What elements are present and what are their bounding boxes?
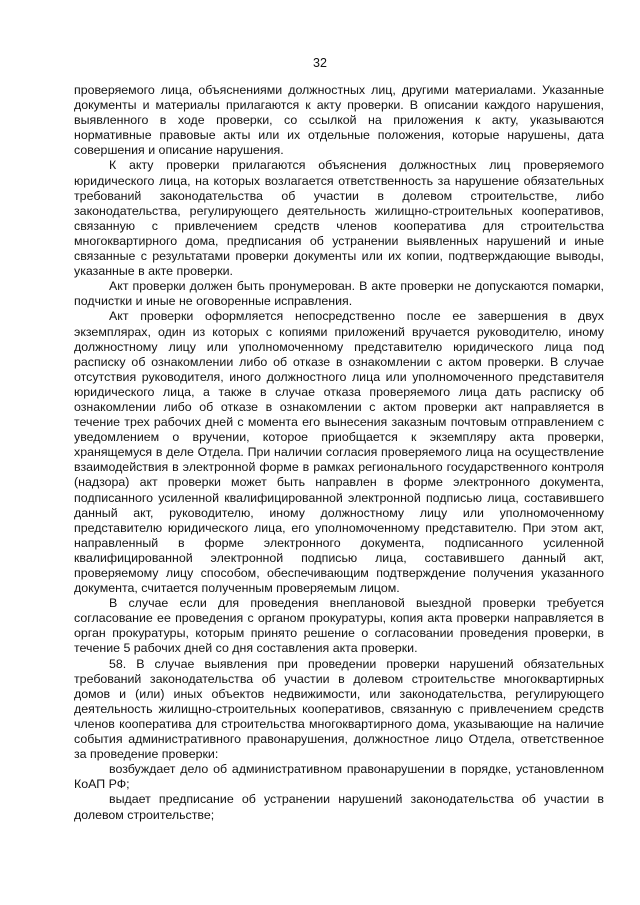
- paragraph-item-58: 58. В случае выявления при проведении проверки нарушений обязательных требований законодательства об участии в долевом строительстве многоквартирных домов и (или) иных объектов недвижимости, или законодательства, регулирующего деятельность жилищно-строительных кооперативов, связанную с привлечением средств членов кооператива для строительства многоквартирного дома, указывающие на наличие события административного правонарушения, должностное лицо Отдела, ответственное за проведение проверки:: [74, 656, 604, 762]
- paragraph-prosecutor: В случае если для проведения внеплановой выездной проверки требуется согласование ее проведения с органом прокуратуры, копия акта проверки направляется в орган прокуратуры, которым принято решение о согласовании проведения проверки, в течение 5 рабочих дней со дня составления акта проверки.: [74, 596, 604, 656]
- paragraph-attachments: К акту проверки прилагаются объяснения должностных лиц проверяемого юридического лица, на которых возлагается ответственность за нарушение обязательных требований законодательства об участии в долевом строительстве, либо законодательства, регулирующего деятельность жилищно-строительных кооперативов, связанную с привлечением средств членов кооператива для строительства многоквартирного дома, предписания об устранении выявленных нарушений и иные связанные с результатами проверки документы или их копии, подтверждающие выводы, указанные в акте проверки.: [74, 158, 604, 279]
- paragraph-delivery: Акт проверки оформляется непосредственно после ее завершения в двух экземплярах, один из которых с копиями приложений вручается руководителю, иному должностному лицу или уполномоченному представителю юридического лица под расписку об ознакомлении либо об отказе в ознакомлении с актом проверки. В случае отсутствия руководителя, иного должностного лица или уполномоченного представителя юридического лица, а также в случае отказа проверяемого лица дать расписку об ознакомлении либо об отказе в ознакомлении с актом проверки акт направляется в течение трех рабочих дней с момента его вынесения заказным почтовым отправлением с уведомлением о вручении, которое приобщается к экземпляру акта проверки, хранящемуся в деле Отдела. При наличии согласия проверяемого лица на осуществление взаимодействия в электронной форме в рамках регионального государственного контроля (надзора) акт проверки может быть направлен в форме электронного документа, подписанного усиленной квалифицированной электронной подписью лица, составившего данный акт, руководителю, иному должностному лицу или уполномоченному представителю юридического лица, его уполномоченному представителю. При этом акт, направленный в форме электронного документа, подписанного усиленной квалифицированной электронной подписью лица, составившего данный акт, проверяемому лицу способом, обеспечивающим подтверждение получения указанного документа, считается полученным проверяемым лицом.: [74, 309, 604, 596]
- paragraph-initiates-case: возбуждает дело об административном правонарушении в порядке, установленном КоАП РФ;: [74, 762, 604, 792]
- paragraph-issues-order: выдает предписание об устранении нарушений законодательства об участии в долевом строительстве;: [74, 792, 604, 822]
- document-body: [74, 83, 604, 823]
- paragraph-numbering: Акт проверки должен быть пронумерован. В акте проверки не допускаются помарки, подчистки и иные не оговоренные исправления.: [74, 279, 604, 309]
- page-number: 32: [313, 56, 327, 70]
- paragraph-continuation: проверяемого лица, объяснениями должностных лиц, другими материалами. Указанные документы и материалы прилагаются к акту проверки. В описании каждого нарушения, выявленного в ходе проверки, со ссылкой на приложения к акту, указываются нормативные правовые акты или их отдельные положения, которые нарушены, дата совершения и описание нарушения.: [74, 83, 604, 158]
